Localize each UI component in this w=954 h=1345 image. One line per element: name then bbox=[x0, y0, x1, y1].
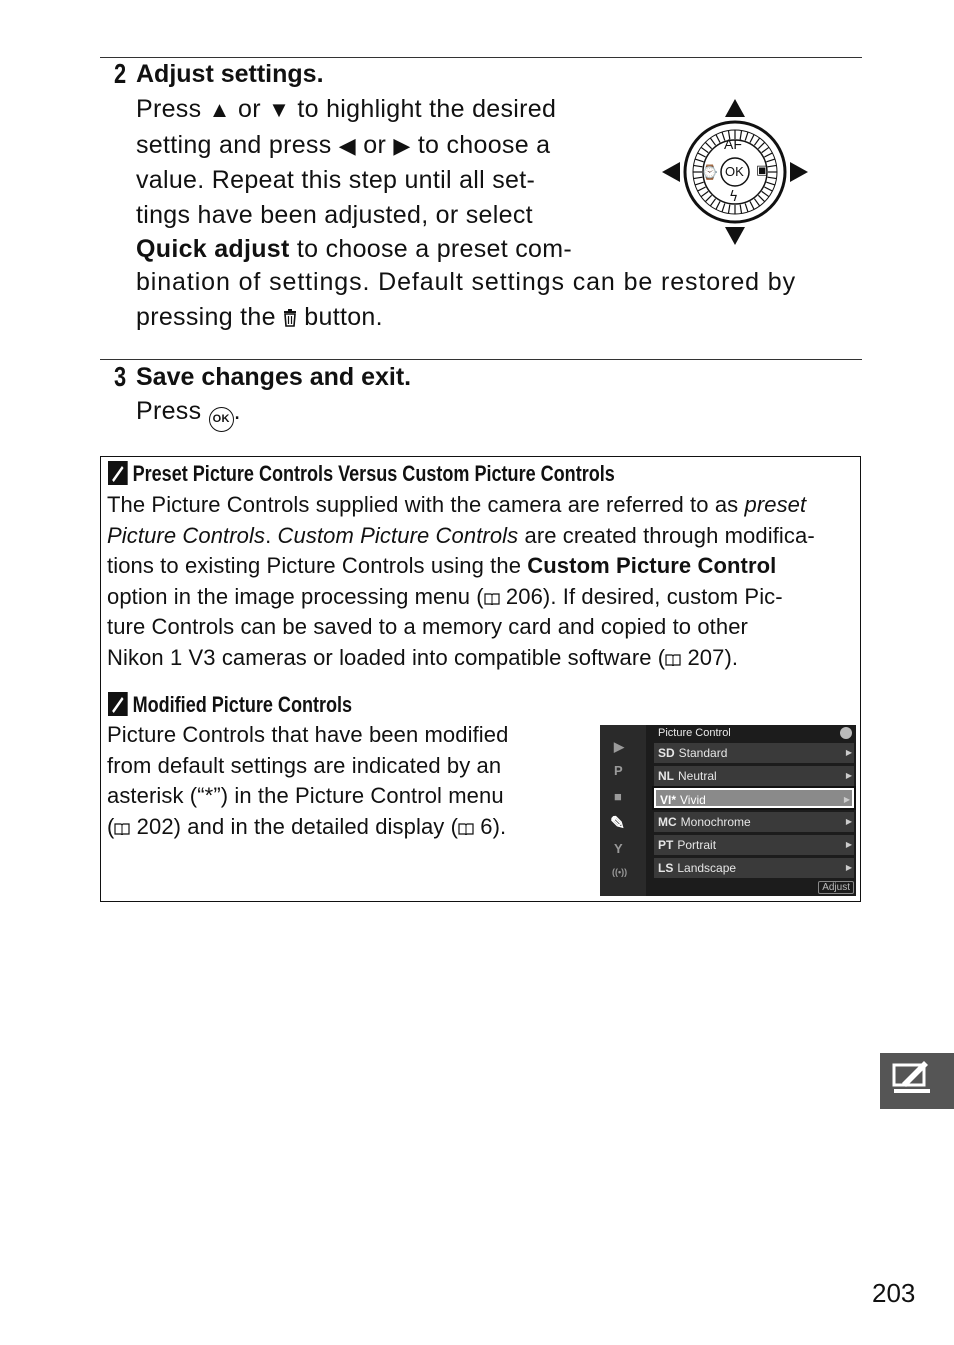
wireless-icon: ((•)) bbox=[612, 867, 628, 877]
right-arrow-icon: ▶ bbox=[845, 840, 852, 849]
right-arrow-icon bbox=[790, 162, 808, 182]
ok-label: OK bbox=[725, 164, 744, 179]
camera-menu-title: Picture Control bbox=[658, 727, 731, 739]
line: ture Controls can be saved to a memory card and copied to other bbox=[107, 614, 748, 640]
book-icon bbox=[484, 583, 500, 595]
multi-selector-diagram bbox=[660, 97, 810, 247]
down-arrow-icon bbox=[725, 227, 745, 245]
right-arrow-icon: ▶ bbox=[845, 771, 852, 780]
picture-control-row: MC Monochrome ▶ bbox=[654, 812, 854, 832]
exposure-comp-icon: ▣ bbox=[756, 163, 769, 178]
picture-control-row-selected: VI* Vivid ▶ bbox=[654, 788, 854, 808]
back-icon bbox=[840, 727, 852, 739]
line: tions to existing Picture Controls using the Custom Picture Control bbox=[107, 553, 777, 579]
book-icon bbox=[114, 813, 130, 825]
book-icon bbox=[458, 813, 474, 825]
quick-adjust-label: Quick adjust bbox=[136, 235, 290, 264]
camera-sidebar bbox=[600, 725, 646, 896]
camera-menu-screenshot bbox=[600, 725, 856, 896]
step-number: 2 bbox=[114, 58, 127, 89]
line: option in the image processing menu ( 206). If desired, custom Pic- bbox=[107, 583, 783, 609]
step-title: Adjust settings. bbox=[136, 60, 324, 88]
self-timer-icon: ⌚ bbox=[701, 165, 719, 181]
step-number: 3 bbox=[114, 361, 127, 392]
right-arrow-icon: ▶ bbox=[845, 817, 852, 826]
right-arrow-icon: ▶ bbox=[845, 748, 852, 757]
ok-button-icon: OK bbox=[209, 407, 234, 432]
line: Nikon 1 V3 cameras or loaded into compatible software ( 207). bbox=[107, 644, 739, 670]
book-icon bbox=[665, 644, 681, 656]
right-arrow-icon: ▶ bbox=[843, 795, 850, 804]
movie-icon: ■ bbox=[614, 789, 622, 804]
note-1-body bbox=[107, 490, 854, 674]
shooting-icon: P bbox=[614, 763, 623, 778]
picture-control-row: LS Landscape ▶ bbox=[654, 858, 854, 878]
line: from default settings are indicated by an bbox=[107, 752, 502, 778]
note-title: Modified Picture Controls bbox=[108, 692, 352, 718]
step-2-body-cont bbox=[136, 265, 863, 334]
line: asterisk (“*”) in the Picture Control menu bbox=[107, 783, 504, 809]
step-2-body bbox=[136, 92, 591, 267]
af-label: AF bbox=[724, 136, 742, 152]
pencil-icon bbox=[108, 692, 128, 716]
picture-control-row: NL Neutral ▶ bbox=[654, 766, 854, 786]
right-triangle-icon: ▶ bbox=[393, 132, 411, 158]
picture-control-row: PT Portrait ▶ bbox=[654, 835, 854, 855]
image-processing-icon: ✎ bbox=[610, 813, 626, 833]
setup-icon: Y bbox=[614, 841, 623, 856]
step-title: Save changes and exit. bbox=[136, 363, 412, 391]
note-2-body bbox=[107, 720, 585, 842]
up-arrow-icon bbox=[725, 99, 745, 117]
line: The Picture Controls supplied with the camera are referred to as preset bbox=[107, 492, 807, 517]
step-3-body: Press OK . bbox=[136, 394, 241, 432]
line-4: tings have been adjusted, or select bbox=[136, 200, 533, 229]
line-1: Press ▲ or ▼ to highlight the desired bbox=[136, 95, 557, 123]
line-7: pressing the button. bbox=[136, 302, 383, 331]
left-triangle-icon: ◀ bbox=[338, 132, 356, 158]
down-triangle-icon: ▼ bbox=[268, 97, 291, 122]
note-title: Preset Picture Controls Versus Custom Picture Controls bbox=[108, 461, 615, 487]
top-rule bbox=[100, 57, 862, 58]
up-triangle-icon: ▲ bbox=[208, 97, 231, 122]
right-arrow-icon: ▶ bbox=[845, 863, 852, 872]
left-arrow-icon bbox=[662, 162, 680, 182]
line: ( 202) and in the detailed display ( 6). bbox=[107, 813, 507, 839]
chapter-tab bbox=[880, 1053, 954, 1109]
middle-rule bbox=[100, 359, 862, 360]
trash-icon bbox=[283, 302, 297, 320]
flash-icon: ϟ bbox=[729, 189, 739, 205]
line-2: setting and press ◀ or ▶ to choose a bbox=[136, 130, 551, 159]
line-3: value. Repeat this step until all set- bbox=[136, 166, 536, 195]
page-number: 203 bbox=[872, 1278, 916, 1308]
playback-icon: ▶ bbox=[614, 739, 624, 754]
line: Picture Controls that have been modified bbox=[107, 722, 509, 747]
line-5: Quick adjust to choose a preset com- bbox=[136, 235, 572, 264]
pencil-icon bbox=[108, 461, 128, 485]
image-processing-tab-icon bbox=[880, 1053, 954, 1109]
line: Picture Controls. Custom Picture Controls are created through modifica- bbox=[107, 522, 815, 548]
picture-control-row: SD Standard ▶ bbox=[654, 743, 854, 763]
line-6: bination of settings. Default settings can be restored by bbox=[136, 268, 796, 296]
adjust-hint: Adjust bbox=[818, 881, 854, 894]
